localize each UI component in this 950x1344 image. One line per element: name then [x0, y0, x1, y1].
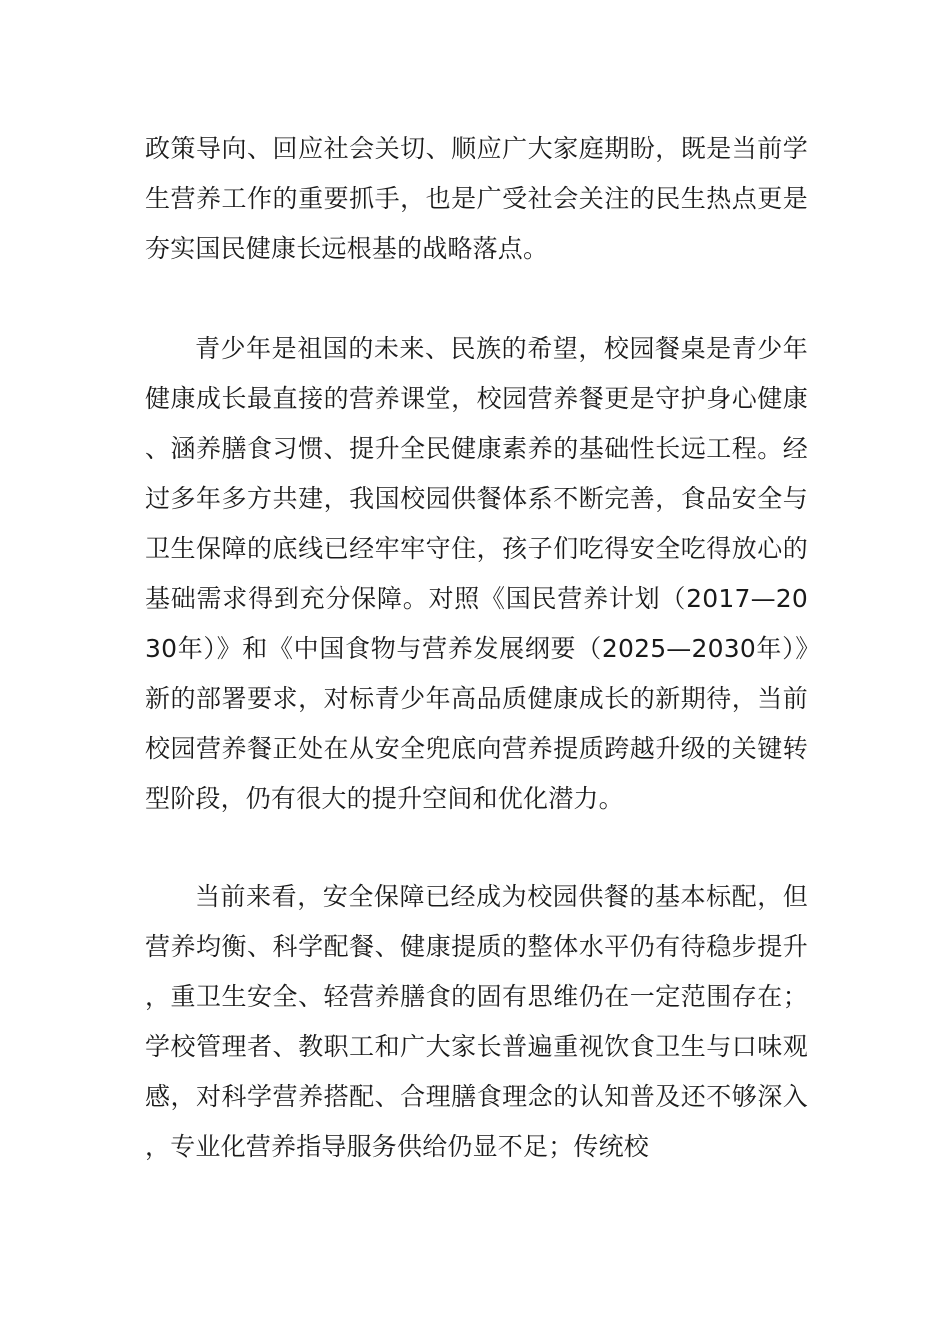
- document-body: [145, 124, 808, 1172]
- paragraph-spacer: [145, 274, 808, 324]
- paragraph-3: 当前来看，安全保障已经成为校园供餐的基本标配，但营养均衡、科学配餐、健康提质的整体水平仍有待稳步提升，重卫生安全、轻营养膳食的固有思维仍在一定范围存在；学校管理者、教职工和广大家长普遍重视饮食卫生与口味观感，对科学营养搭配、合理膳食理念的认知普及还不够深入，专业化营养指导服务供给仍显不足；传统校: [145, 882, 808, 1161]
- paragraph-1: 政策导向、回应社会关切、顺应广大家庭期盼，既是当前学生营养工作的重要抓手，也是广受社会关注的民生热点更是夯实国民健康长远根基的战略落点。: [145, 134, 808, 263]
- paragraph-2: 青少年是祖国的未来、民族的希望，校园餐桌是青少年健康成长最直接的营养课堂，校园营养餐更是守护身心健康、涵养膳食习惯、提升全民健康素养的基础性长远工程。经过多年多方共建，我国校园供餐体系不断完善，食品安全与卫生保障的底线已经牢牢守住，孩子们吃得安全吃得放心的基础需求得到充分保障。对照《国民营养计划（2017—2030年）》和《中国食物与营养发展纲要（2025—2030年）》新的部署要求，对标青少年高品质健康成长的新期待，当前校园营养餐正处在从安全兜底向营养提质跨越升级的关键转型阶段，仍有很大的提升空间和优化潜力。: [145, 334, 808, 813]
- paragraph-spacer: [145, 824, 808, 872]
